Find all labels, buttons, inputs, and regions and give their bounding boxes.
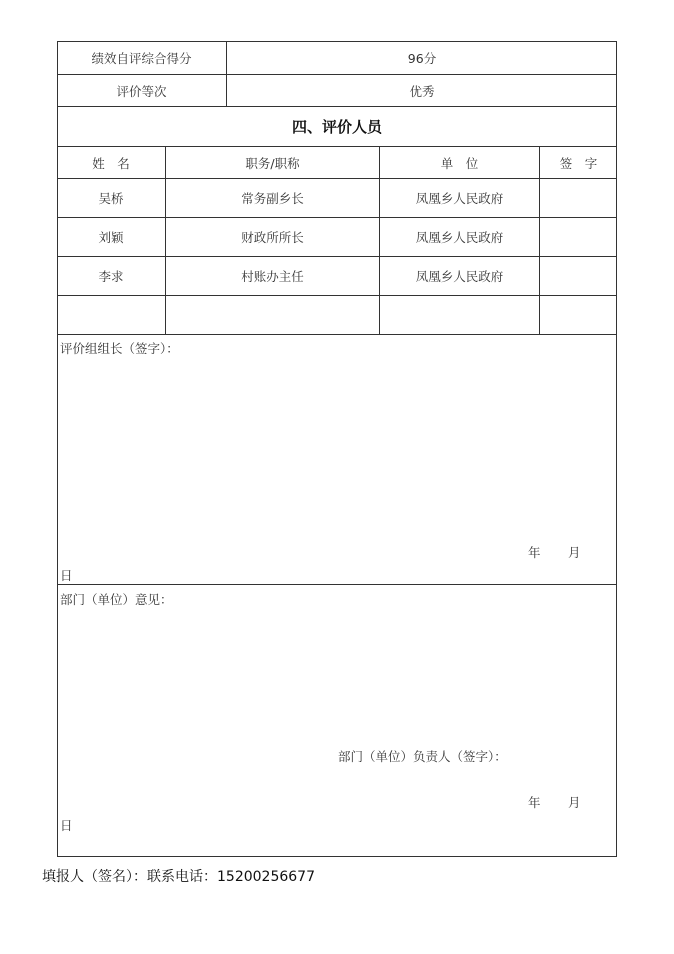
member-unit: 凤凰乡人民政府 xyxy=(415,269,504,284)
dept-head-sign-label: 部门（单位）负责人（签字）： xyxy=(338,749,507,764)
filler-contact-line: 填报人（签名）：联系电话：15200256677 xyxy=(42,869,315,885)
row-divider xyxy=(57,584,617,585)
member-name: 刘颖 xyxy=(98,230,124,245)
member-title: 财政所所长 xyxy=(241,230,304,245)
member-sign[interactable] xyxy=(540,218,617,256)
score-value: 96分 xyxy=(407,50,437,66)
member-name: 吴桥 xyxy=(98,191,124,206)
grade-value: 优秀 xyxy=(409,83,435,99)
score-label: 绩效自评综合得分 xyxy=(91,50,192,66)
header-unit: 单 位 xyxy=(440,155,479,171)
leader-month: 月 xyxy=(568,545,581,560)
row-divider xyxy=(57,334,617,335)
dept-day: 日 xyxy=(60,818,73,833)
leader-sign-label: 评价组组长（签字）： xyxy=(60,341,179,356)
header-name: 姓 名 xyxy=(92,155,130,171)
member-unit[interactable] xyxy=(380,296,539,334)
member-title[interactable] xyxy=(166,296,379,334)
leader-day: 日 xyxy=(60,568,73,583)
grade-label: 评价等次 xyxy=(116,83,167,99)
dept-month: 月 xyxy=(568,795,581,810)
header-sign: 签 字 xyxy=(559,155,598,171)
member-title: 村账办主任 xyxy=(241,269,304,284)
section-title: 四、评价人员 xyxy=(291,118,382,136)
member-name[interactable] xyxy=(57,296,165,334)
dept-opinion-label: 部门（单位）意见： xyxy=(60,592,173,607)
member-sign[interactable] xyxy=(540,257,617,295)
leader-year: 年 xyxy=(528,545,541,560)
member-unit: 凤凰乡人民政府 xyxy=(415,191,504,206)
dept-year: 年 xyxy=(528,795,541,810)
member-sign[interactable] xyxy=(540,179,617,217)
member-name: 李求 xyxy=(98,269,124,284)
member-title: 常务副乡长 xyxy=(241,191,304,206)
member-unit: 凤凰乡人民政府 xyxy=(415,230,504,245)
header-title: 职务/职称 xyxy=(245,155,300,171)
member-sign[interactable] xyxy=(540,296,617,334)
